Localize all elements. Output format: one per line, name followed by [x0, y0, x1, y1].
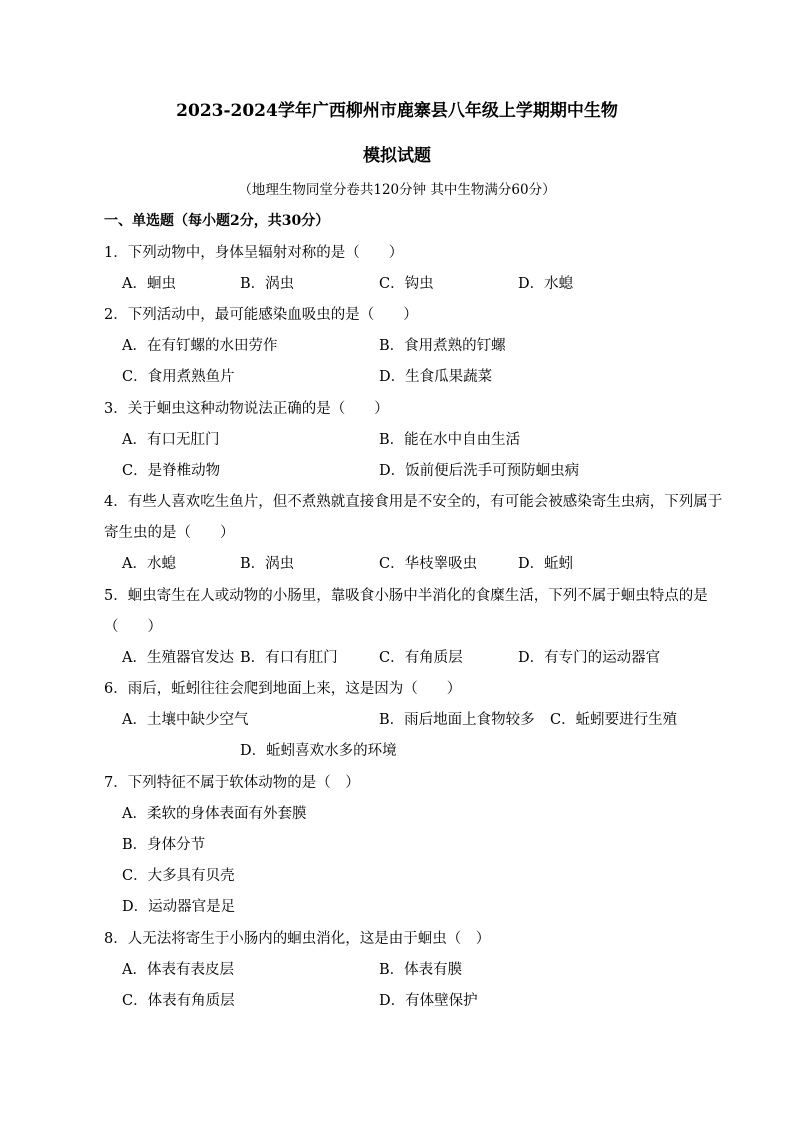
question-8-option-c: C．体表有角质层 — [122, 993, 235, 1009]
question-6-option-d: D．蚯蚓喜欢水多的环境 — [240, 743, 397, 759]
question-3-option-a: A．有口无肛门 — [122, 432, 220, 448]
exam-subtitle: （地理生物同堂分卷共120分钟 其中生物满分60分） — [238, 182, 556, 198]
question-1-option-b: B．涡虫 — [240, 276, 295, 292]
question-2-option-b: B．食用煮熟的钉螺 — [379, 338, 506, 354]
question-3-option-d: D．饭前便后洗手可预防蛔虫病 — [379, 463, 580, 479]
exam-title-line2: 模拟试题 — [363, 146, 431, 166]
question-7-option-a: A．柔软的身体表面有外套膜 — [122, 806, 307, 822]
question-7-stem: 7．下列特征不属于软体动物的是（ ） — [104, 775, 360, 791]
question-4-stem-cont: 寄生虫的是（ ） — [104, 525, 235, 541]
question-4-stem: 4．有些人喜欢吃生鱼片，但不煮熟就直接食用是不安全的，有可能会被感染寄生虫病，下列属于 — [104, 494, 723, 510]
question-5-option-b: B．有口有肛门 — [240, 650, 338, 666]
question-4-option-b: B．涡虫 — [240, 556, 295, 572]
question-8-option-d: D．有体壁保护 — [379, 993, 478, 1009]
question-1-stem: 1．下列动物中，身体呈辐射对称的是（ ） — [104, 245, 404, 261]
question-1-option-a: A．蛔虫 — [122, 276, 176, 292]
question-7-option-b: B．身体分节 — [122, 837, 206, 853]
question-2-stem: 2．下列活动中，最可能感染血吸虫的是（ ） — [104, 307, 418, 323]
question-3-option-c: C．是脊椎动物 — [122, 463, 221, 479]
question-2-option-c: C．食用煮熟鱼片 — [122, 369, 235, 385]
question-5-stem-cont: （ ） — [104, 619, 162, 635]
question-8-stem: 8．人无法将寄生于小肠内的蛔虫消化，这是由于蛔虫（ ） — [104, 931, 491, 947]
question-7-option-d: D．运动器官是足 — [122, 899, 236, 915]
question-1-option-d: D．水螅 — [518, 276, 574, 292]
question-1-option-c: C．钩虫 — [379, 276, 434, 292]
question-6-option-c: C．蚯蚓要进行生殖 — [550, 712, 678, 728]
question-8-option-b: B．体表有膜 — [379, 962, 463, 978]
question-8-option-a: A．体表有表皮层 — [122, 962, 234, 978]
question-5-stem: 5．蛔虫寄生在人或动物的小肠里，靠吸食小肠中半消化的食糜生活，下列不属于蛔虫特点的是 — [104, 588, 708, 604]
question-2-option-a: A．在有钉螺的水田劳作 — [122, 338, 278, 354]
question-5-option-a: A．生殖器官发达 — [122, 650, 234, 666]
question-6-option-a: A．土壤中缺少空气 — [122, 712, 249, 728]
question-2-option-d: D．生食瓜果蔬菜 — [379, 369, 493, 385]
question-4-option-d: D．蚯蚓 — [518, 556, 574, 572]
question-5-option-d: D．有专门的运动器官 — [518, 650, 661, 666]
question-3-stem: 3．关于蛔虫这种动物说法正确的是（ ） — [104, 401, 389, 417]
question-4-option-a: A．水螅 — [122, 556, 176, 572]
question-4-option-c: C．华枝睾吸虫 — [379, 556, 478, 572]
question-7-option-c: C．大多具有贝壳 — [122, 868, 235, 884]
question-6-option-b: B．雨后地面上食物较多 — [379, 712, 535, 728]
exam-title: 2023-2024学年广西柳州市鹿寨县八年级上学期期中生物 — [176, 101, 618, 121]
question-3-option-b: B．能在水中自由生活 — [379, 432, 521, 448]
question-5-option-c: C．有角质层 — [379, 650, 463, 666]
section-heading: 一、单选题（每小题2分，共30分） — [104, 213, 330, 229]
question-6-stem: 6．雨后，蚯蚓往往会爬到地面上来，这是因为（ ） — [104, 681, 462, 697]
